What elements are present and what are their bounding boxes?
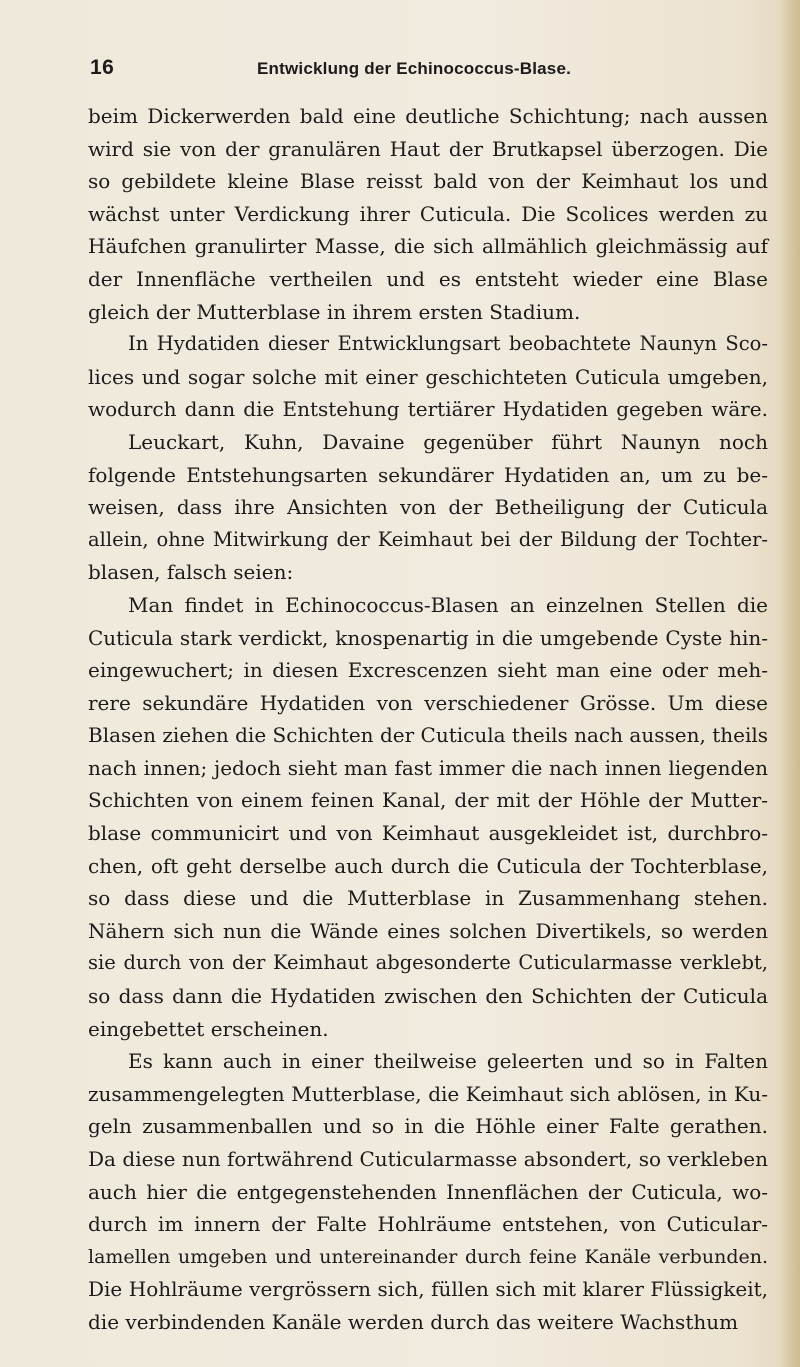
- body-text: [88, 100, 768, 1339]
- text-line: Die Hohlräume vergrössern sich, füllen sich mit klarer Flüssigkeit,: [88, 1277, 768, 1302]
- text-line: blasen, falsch seien:: [88, 560, 294, 585]
- text-line: Häufchen granulirter Masse, die sich allmählich gleichmässig auf: [88, 234, 768, 259]
- text-line: chen, oft geht derselbe auch durch die Cuticula der Tochterblase,: [88, 853, 768, 878]
- text-line: eingewuchert; in diesen Excrescenzen sieht man eine oder meh-: [88, 658, 768, 683]
- running-title: Entwicklung der Echinococcus-Blase.: [257, 59, 572, 78]
- running-header: [82, 56, 772, 86]
- text-line: so dass diese und die Mutterblase in Zusammenhang stehen.: [88, 886, 768, 911]
- text-line: Schichten von einem feinen Kanal, der mit der Höhle der Mutter-: [88, 788, 768, 813]
- text-line: lices und sogar solche mit einer geschichteten Cuticula umgeben,: [88, 364, 768, 389]
- text-line: Leuckart, Kuhn, Davaine gegenüber führt Naunyn noch: [128, 429, 768, 454]
- text-line: wodurch dann die Entstehung tertiärer Hydatiden gegeben wäre.: [88, 397, 768, 422]
- text-line: In Hydatiden dieser Entwicklungsart beobachtete Naunyn Sco-: [128, 332, 768, 356]
- text-line: Cuticula stark verdickt, knospenartig in die umgebende Cyste hin-: [88, 625, 768, 650]
- text-line: sie durch von der Keimhaut abgesonderte Cuticularmasse verklebt,: [88, 951, 768, 975]
- text-line: auch hier die entgegenstehenden Innenflächen der Cuticula, wo-: [88, 1179, 768, 1204]
- text-line: so gebildete kleine Blase reisst bald von der Keimhaut los und: [88, 169, 768, 194]
- text-line: rere sekundäre Hydatiden von verschiedener Grösse. Um diese: [88, 690, 768, 715]
- text-line: allein, ohne Mitwirkung der Keimhaut bei der Bildung der Tochter-: [88, 527, 768, 551]
- text-line: Man findet in Echinococcus-Blasen an einzelnen Stellen die: [128, 592, 768, 617]
- text-line: die verbindenden Kanäle werden durch das weitere Wachsthum: [88, 1309, 739, 1334]
- text-line: eingebettet erscheinen.: [88, 1016, 329, 1041]
- text-line: so dass dann die Hydatiden zwischen den Schichten der Cuticula: [88, 984, 768, 1009]
- text-line: zusammengelegten Mutterblase, die Keimhaut sich ablösen, in Ku-: [88, 1081, 768, 1106]
- text-line: Nähern sich nun die Wände eines solchen Divertikels, so werden: [88, 918, 768, 943]
- text-line: blase communicirt und von Keimhaut ausgekleidet ist, durchbro-: [88, 821, 768, 846]
- page-number: 16: [90, 56, 115, 79]
- text-line: durch im innern der Falte Hohlräume entstehen, von Cuticular-: [88, 1212, 768, 1237]
- text-line: Da diese nun fortwährend Cuticularmasse absondert, so verkleben: [88, 1147, 768, 1171]
- text-line: folgende Entstehungsarten sekundärer Hydatiden an, um zu be-: [88, 462, 768, 487]
- text-line: gleich der Mutterblase in ihrem ersten Stadium.: [88, 299, 581, 324]
- text-line: wächst unter Verdickung ihrer Cuticula. Die Scolices werden zu: [88, 201, 768, 226]
- text-line: beim Dickerwerden bald eine deutliche Schichtung; nach aussen: [88, 104, 768, 128]
- text-line: weisen, dass ihre Ansichten von der Betheiligung der Cuticula: [88, 495, 768, 520]
- text-line: geln zusammenballen und so in die Höhle einer Falte gerathen.: [88, 1114, 768, 1139]
- page-edge-shadow: [778, 0, 800, 1367]
- text-line: wird sie von der granulären Haut der Brutkapsel überzogen. Die: [88, 136, 768, 161]
- text-line: Blasen ziehen die Schichten der Cuticula theils nach aussen, theils: [88, 723, 768, 748]
- text-line: lamellen umgeben und untereinander durch feine Kanäle verbunden.: [88, 1245, 768, 1268]
- text-line: nach innen; jedoch sieht man fast immer die nach innen liegenden: [88, 755, 768, 780]
- text-line: der Innenfläche vertheilen und es entsteht wieder eine Blase: [88, 266, 768, 291]
- text-line: Es kann auch in einer theilweise geleerten und so in Falten: [128, 1049, 768, 1074]
